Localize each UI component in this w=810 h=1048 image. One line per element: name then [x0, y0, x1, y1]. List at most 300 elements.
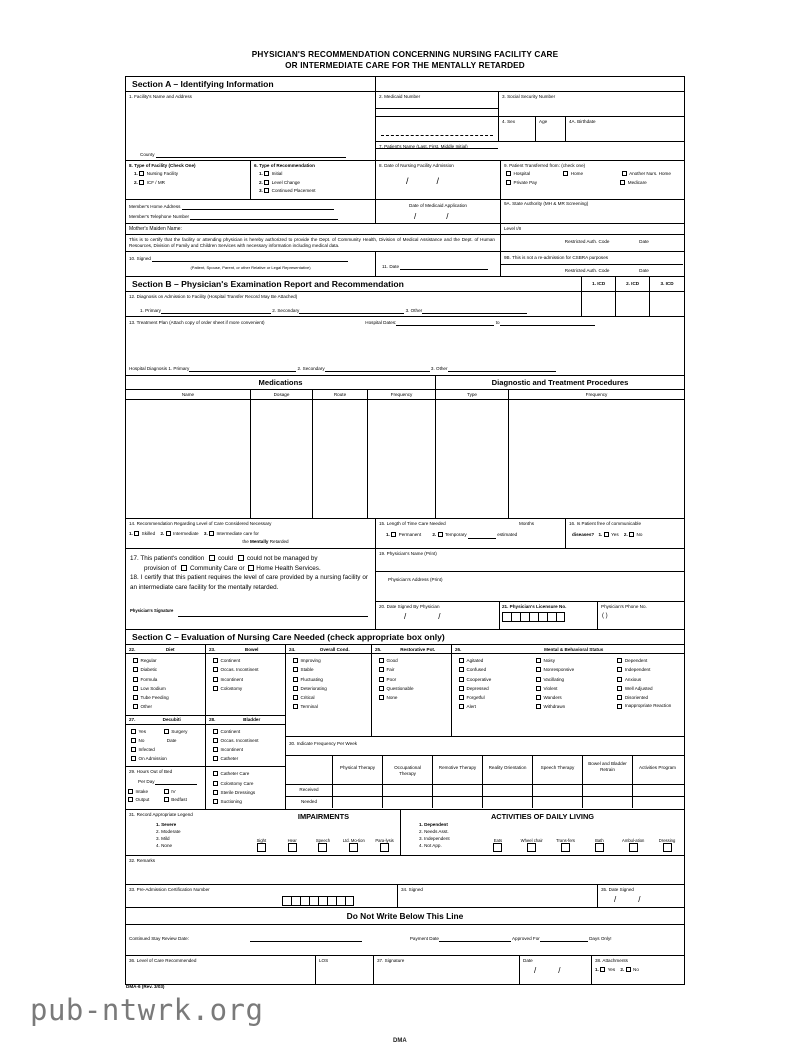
diet-option-formula[interactable]: Formula	[133, 675, 202, 684]
mental-cooperative-checkbox[interactable]	[459, 677, 464, 682]
cond-improving-checkbox[interactable]	[293, 658, 298, 663]
restorative-option-poor[interactable]: Poor	[379, 675, 448, 684]
mental-option-wanders[interactable]: Wanders	[536, 693, 607, 702]
item17-couldnot-label: could not be managed by	[246, 555, 318, 563]
temporary-months-input[interactable]	[468, 532, 496, 539]
med-frequency-field[interactable]	[368, 400, 436, 518]
transfer-another-nurs-home[interactable]	[622, 171, 671, 176]
received-physical-cell[interactable]	[333, 785, 383, 796]
bowel-option-occas-incontinent[interactable]: Occas. Incontinent	[213, 665, 282, 674]
decubiti-no-checkbox[interactable]	[131, 738, 136, 743]
item8-facility-label: 8. Type of Facility (Check One)	[129, 162, 196, 168]
time1-checkbox[interactable]	[391, 532, 396, 537]
signed-row	[126, 252, 684, 276]
dx-primary-label: 1. Primary	[140, 308, 161, 314]
decubiti-option-no[interactable]: No Date	[131, 736, 202, 745]
los-label: LOS	[319, 958, 329, 964]
item28-title: Bladder	[243, 717, 261, 722]
section-c-main-row	[126, 645, 684, 809]
icd3-field[interactable]	[650, 292, 684, 317]
mental-option-vacillating[interactable]: Vacillating	[536, 675, 607, 684]
impairments-legend: 1. Severe 2. Moderate 3. Mild 4. None	[156, 822, 181, 849]
physicians-phone-label: Physician's Phone No.	[601, 604, 647, 610]
mental-option-inappropriate-reaction[interactable]: Inappropriate Reaction	[617, 702, 679, 708]
item26-col2	[529, 654, 610, 714]
physicians-phone-input[interactable]: ( )	[602, 613, 608, 620]
item34-label: 34. Signed	[401, 887, 423, 893]
item35-label: 35. Date Signed	[601, 887, 634, 893]
diet-option-low-sodium[interactable]: Low Sodium	[133, 684, 202, 693]
mental-option-well-adjusted[interactable]: Well Adjusted	[617, 684, 680, 693]
item28-care-options	[206, 767, 285, 809]
item13-label: 13. Treatment Plan (Attach copy of order sheet if more convenient)	[129, 320, 265, 326]
item3-label: 3. Social Security Number	[502, 93, 556, 99]
bowel-continent-checkbox[interactable]	[213, 658, 218, 663]
loc3-checkbox[interactable]	[209, 531, 214, 536]
item26-num: 26.	[455, 646, 462, 652]
dx-other-input[interactable]	[422, 307, 527, 314]
item20-date-input[interactable]: //	[404, 611, 473, 621]
decubiti-yes-checkbox[interactable]	[131, 729, 136, 734]
time2-checkbox[interactable]	[438, 532, 443, 537]
item38-label: 38. Attachments	[595, 958, 628, 964]
item16-no-checkbox[interactable]	[629, 532, 634, 537]
item29-intake-iv-row: Intake IV	[128, 788, 203, 796]
item17-line1	[130, 554, 370, 564]
needed-reality-cell[interactable]	[483, 797, 533, 808]
therapy-header-row	[286, 756, 684, 785]
time2-num: 2.	[432, 531, 437, 537]
hd-other-input[interactable]	[448, 365, 556, 372]
diet-tube-feeding-checkbox[interactable]	[133, 695, 138, 700]
item11-date-input[interactable]	[400, 263, 488, 270]
mental-agitated-checkbox[interactable]	[459, 658, 464, 663]
restorative-poor-checkbox[interactable]	[379, 677, 384, 682]
impairment-hear[interactable]: Hear	[277, 832, 307, 852]
bowel-incontinent-checkbox[interactable]	[213, 677, 218, 682]
transfer-medicare[interactable]	[620, 180, 646, 185]
med-dosage-field[interactable]	[251, 400, 313, 518]
bladder-option-catheter[interactable]: Catheter	[213, 754, 282, 763]
facility-option-1[interactable]	[126, 170, 250, 179]
hd-secondary-input[interactable]	[325, 365, 430, 372]
needed-remotive-cell[interactable]	[433, 797, 483, 808]
diet-low-sodium-checkbox[interactable]	[133, 686, 138, 691]
cond-option-deteriorating[interactable]: Deteriorating	[293, 684, 368, 693]
mental-option-alert[interactable]: Alert	[459, 702, 526, 711]
bowel-occas-incontinent-checkbox[interactable]	[213, 667, 218, 672]
item15-label: 15. Length of Time Care Needed	[379, 521, 446, 527]
rec-opt2-checkbox[interactable]	[264, 180, 269, 185]
mental-anxious-checkbox[interactable]	[617, 677, 622, 682]
section-c-heading: Section C – Evaluation of Nursing Care Needed (check appropriate box only)	[126, 630, 684, 645]
treatment-plan-area[interactable]	[126, 328, 684, 364]
impairment-ltd-motion-box[interactable]	[349, 843, 358, 852]
restricted-auth-code-label-2: Restricted Auth. Code	[564, 268, 610, 274]
item29-label: 29. Hours Out of Bed	[129, 769, 173, 775]
adl-wheelchair-box[interactable]	[527, 843, 536, 852]
mental-option-anxious[interactable]: Anxious	[617, 675, 680, 684]
needed-physical-cell[interactable]	[333, 797, 383, 808]
med-route-field[interactable]	[313, 400, 368, 518]
bowel-option-continent[interactable]: Continent	[213, 656, 282, 665]
adl-eats-box[interactable]	[493, 843, 502, 852]
transfer-home[interactable]	[563, 170, 620, 179]
mental-option-nonresponsive[interactable]: Nonresponsive	[536, 665, 607, 674]
cond-option-fluctuating[interactable]: Fluctuating	[293, 675, 368, 684]
payment-date-label: Payment Date	[409, 936, 439, 942]
item35-date-input[interactable]: //	[614, 894, 663, 904]
impairment-ltd-motion[interactable]: Ltd. Mo-tion	[339, 832, 369, 852]
icd2-field[interactable]	[616, 292, 650, 317]
procedures-header: Diagnostic and Treatment Procedures	[491, 378, 629, 388]
item17-community-care-checkbox[interactable]	[181, 565, 187, 571]
mothers-maiden-label: Mother's Maiden Name:	[129, 225, 182, 232]
impairment-hear-box[interactable]	[288, 843, 297, 852]
item17-home-health-checkbox[interactable]	[248, 565, 254, 571]
colostomy-care-checkbox[interactable]	[213, 781, 218, 786]
mental-inappropriate-reaction-checkbox[interactable]	[617, 704, 622, 709]
needed-occupational-cell[interactable]	[383, 797, 433, 808]
restorative-good-checkbox[interactable]	[379, 658, 384, 663]
bladder-option-incontinent[interactable]: Incontinent	[213, 745, 282, 754]
med-name-field[interactable]	[126, 400, 251, 518]
item16-yes-checkbox[interactable]	[604, 532, 609, 537]
catheter-care-checkbox[interactable]	[213, 771, 218, 776]
cond-option-stable[interactable]: Stable	[293, 665, 368, 674]
bladder-option-occas-incontinent[interactable]: Occas. Incontinent	[213, 736, 282, 745]
diet-option-tube-feeding[interactable]: Tube Feeding	[133, 693, 202, 702]
cond-stable-checkbox[interactable]	[293, 667, 298, 672]
mental-option-forgetful[interactable]: Forgetful	[459, 693, 526, 702]
cond-critical-checkbox[interactable]	[293, 695, 298, 700]
rec-opt2-label: Level Change	[271, 179, 300, 185]
restorative-option-good[interactable]: Good	[379, 656, 448, 665]
mental-forgetful-checkbox[interactable]	[459, 695, 464, 700]
mental-disoriented-checkbox[interactable]	[617, 695, 622, 700]
item29-perday-input[interactable]	[155, 778, 197, 785]
proc-frequency-field[interactable]	[509, 400, 684, 518]
mental-confused-checkbox[interactable]	[459, 667, 464, 672]
mental-depressed-checkbox[interactable]	[459, 686, 464, 691]
diet-other-checkbox[interactable]	[133, 704, 138, 709]
item4-label: 4. Sex	[502, 118, 516, 124]
care-option-sterile-dressings[interactable]: Sterile Dressings	[213, 788, 282, 797]
mothers-maiden-row	[126, 224, 684, 234]
decubiti-on-admission-checkbox[interactable]	[131, 756, 136, 761]
rec-opt1-checkbox[interactable]	[264, 171, 269, 176]
therapy-col-physical: Physical Therapy	[339, 765, 376, 771]
recommendation-option-3[interactable]	[251, 187, 375, 199]
impairment-paralysis[interactable]: Para-lysis	[370, 832, 400, 852]
decubiti-date-label: Date	[166, 737, 177, 743]
county-input[interactable]	[156, 151, 346, 158]
icd1-label: 1. ICD	[592, 280, 606, 286]
hospital-dates-to-input[interactable]	[500, 319, 595, 326]
mental-option-violent[interactable]: Violent	[536, 684, 607, 693]
loc1-checkbox[interactable]	[134, 531, 139, 536]
item24-options	[286, 654, 371, 714]
time1-num: 1.	[386, 531, 390, 537]
received-remotive-cell[interactable]	[433, 785, 483, 796]
suctioning-checkbox[interactable]	[213, 799, 218, 804]
transfer-hospital-checkbox[interactable]	[506, 171, 511, 176]
recommendation-option-2[interactable]	[251, 179, 375, 188]
section-b-header-row	[126, 277, 684, 291]
restorative-questionable-checkbox[interactable]	[379, 686, 384, 691]
received-bowel-bladder-cell[interactable]	[583, 785, 633, 796]
licensure-number-input[interactable]	[500, 612, 597, 622]
mental-option-cooperative[interactable]: Cooperative	[459, 675, 526, 684]
transfer-home-checkbox[interactable]	[563, 171, 568, 176]
cond-fluctuating-checkbox[interactable]	[293, 677, 298, 682]
adl-bath-box[interactable]	[595, 843, 604, 852]
diagnosis-row	[126, 292, 684, 317]
member-home-address-input[interactable]	[182, 203, 334, 210]
mental-independent-checkbox[interactable]	[617, 667, 622, 672]
transfer-private-pay[interactable]	[506, 179, 619, 188]
restorative-none-checkbox[interactable]	[379, 695, 384, 700]
cond-deteriorating-checkbox[interactable]	[293, 686, 298, 691]
rec-opt3-checkbox[interactable]	[264, 188, 269, 193]
cond-terminal-checkbox[interactable]	[293, 704, 298, 709]
impairment-speech-box[interactable]	[318, 843, 327, 852]
impairment-sight[interactable]: Sight	[246, 832, 276, 852]
adl-dressing[interactable]: Dressing	[652, 832, 682, 852]
transfer-home-label: Home	[570, 171, 584, 176]
mental-option-confused[interactable]: Confused	[459, 665, 526, 674]
medicaid-app-date-input[interactable]: //	[414, 212, 479, 222]
facility-type-row	[126, 161, 684, 199]
transfer-another-nurs-home-checkbox[interactable]	[622, 171, 627, 176]
item16-label: 16. Is Patient free of communicable	[569, 521, 642, 527]
physician-certification-row	[126, 549, 684, 629]
bowel-colostomy-checkbox[interactable]	[213, 686, 218, 691]
received-speech-cell[interactable]	[533, 785, 583, 796]
needed-speech-cell[interactable]	[533, 797, 583, 808]
diet-diabetic-checkbox[interactable]	[133, 667, 138, 672]
decubiti-infected-checkbox[interactable]	[131, 747, 136, 752]
do-not-write-banner: Do Not Write Below This Line	[346, 911, 464, 922]
preadmission-row	[126, 885, 684, 907]
loc1-label: Skilled	[141, 530, 156, 536]
hospital-dates-from-input[interactable]	[396, 319, 494, 326]
diet-regular-checkbox[interactable]	[133, 658, 138, 663]
transfer-private-pay-checkbox[interactable]	[506, 180, 511, 185]
item17-couldnot-checkbox[interactable]	[238, 555, 244, 561]
bowel-option-colostomy[interactable]: Colostomy	[213, 684, 282, 693]
member-info-row	[126, 200, 684, 223]
icd1-field[interactable]	[582, 292, 616, 317]
restorative-option-none[interactable]: None	[379, 693, 448, 702]
approved-for-label: Approved For	[511, 936, 540, 942]
bedfast-checkbox[interactable]	[164, 797, 169, 802]
received-activities-cell[interactable]	[633, 785, 682, 796]
impairments-header: IMPAIRMENTS	[297, 812, 350, 822]
mental-option-disoriented[interactable]: Disoriented	[617, 693, 680, 702]
payment-date-input[interactable]	[439, 935, 511, 942]
transfer-medicare-checkbox[interactable]	[620, 180, 625, 185]
title-line-2: OR INTERMEDIATE CARE FOR THE MENTALLY RETARDED	[285, 60, 525, 70]
medicaid-number-input[interactable]	[381, 123, 493, 141]
care-option-colostomy-care[interactable]: Colostomy Care	[213, 779, 282, 788]
admission-date-input[interactable]: //	[406, 176, 468, 186]
impairment-sight-box[interactable]	[257, 843, 266, 852]
item8-admission-label: 8. Date of Nursing Facility Admission	[379, 162, 454, 168]
attachments-no-checkbox[interactable]	[626, 967, 631, 972]
restorative-option-fair[interactable]: Fair	[379, 665, 448, 674]
adl-dressing-box[interactable]	[663, 843, 672, 852]
certification-text: This is to certify that the facility or attending physician is hereby authorized to provide the Dept. of Community Health, Division of Medical Assistance and the Dept. of Human Resources, Division of Family and Children Services with necessary information including medical data.	[129, 236, 495, 248]
mental-dependent-checkbox[interactable]	[617, 658, 622, 663]
adl-bath[interactable]: Bath	[584, 832, 614, 852]
item29-output-bedfast-row: Output Bedfast	[128, 796, 203, 804]
attachments-yes-checkbox[interactable]	[600, 967, 605, 972]
mental-violent-checkbox[interactable]	[536, 686, 541, 691]
preadmission-cert-input[interactable]	[126, 896, 397, 906]
bladder-option-continent[interactable]: Continent	[213, 727, 282, 736]
needed-bowel-bladder-cell[interactable]	[583, 797, 633, 808]
rec-opt1-num: 1.	[259, 171, 263, 176]
mental-wanders-checkbox[interactable]	[536, 695, 541, 700]
hd-primary-input[interactable]	[189, 365, 296, 372]
watermark: pub-ntwrk.org	[30, 993, 264, 1027]
restorative-option-questionable[interactable]: Questionable	[379, 684, 448, 693]
mental-option-dependent[interactable]: Dependent	[617, 656, 680, 665]
item4a-label: 4A. Birthdate	[569, 118, 596, 124]
therapy-row-received: Received	[299, 787, 319, 793]
received-reality-cell[interactable]	[483, 785, 533, 796]
intake-checkbox[interactable]	[128, 789, 133, 794]
iv-checkbox[interactable]	[164, 789, 169, 794]
needed-activities-cell[interactable]	[633, 797, 682, 808]
member-telephone-input[interactable]	[190, 213, 338, 220]
facility-option-2[interactable]	[126, 179, 250, 191]
item17-hhs-label: Home Health Services.	[256, 564, 321, 572]
item36-label: 36. Level of Care Recommended	[129, 958, 197, 964]
certification-row	[126, 235, 684, 251]
impairment-paralysis-box[interactable]	[380, 843, 389, 852]
item10-sub-label: (Patient, Spouse, Parent, or other Relative or Legal Representative)	[190, 265, 311, 271]
mental-withdrawn-checkbox[interactable]	[536, 704, 541, 709]
diet-option-other[interactable]: Other	[133, 702, 202, 711]
item17-could-checkbox[interactable]	[209, 555, 215, 561]
adl-ambulation[interactable]: Ambul-ation	[618, 832, 648, 852]
transfer-hospital[interactable]	[506, 170, 562, 179]
continued-stay-label: Continued Stay Review Date:	[129, 936, 190, 942]
decubiti-surgery-checkbox[interactable]	[164, 729, 169, 734]
restricted-auth-code-label-1: Restricted Auth. Code	[564, 238, 610, 244]
final-row	[126, 956, 684, 984]
item9-label: 9. Patient Transferred from: (check one)	[504, 162, 586, 168]
cond-option-terminal[interactable]: Terminal	[293, 702, 368, 711]
diet-option-diabetic[interactable]: Diabetic	[133, 665, 202, 674]
therapy-col-speech: Speech Therapy	[540, 765, 575, 771]
diet-formula-checkbox[interactable]	[133, 677, 138, 682]
bladder-catheter-checkbox[interactable]	[213, 756, 218, 761]
continued-stay-input[interactable]	[250, 935, 362, 942]
care-option-catheter-care[interactable]: Catheter Care	[213, 769, 282, 778]
proc-type-field[interactable]	[436, 400, 509, 518]
mental-alert-checkbox[interactable]	[459, 704, 464, 709]
adl-transfers[interactable]: Trans-fers	[551, 832, 581, 852]
received-occupational-cell[interactable]	[383, 785, 433, 796]
adl-ambulation-box[interactable]	[629, 843, 638, 852]
approved-for-input[interactable]	[540, 935, 588, 942]
bladder-continent-checkbox[interactable]	[213, 729, 218, 734]
mental-option-withdrawn[interactable]: Withdrawn	[536, 702, 607, 711]
diet-option-regular[interactable]: Regular	[133, 656, 202, 665]
loc2-checkbox[interactable]	[166, 531, 171, 536]
care-option-suctioning[interactable]: Suctioning	[213, 797, 282, 806]
item32-remarks[interactable]	[126, 856, 684, 884]
mental-noisy-checkbox[interactable]	[536, 658, 541, 663]
decubiti-option-on-admission[interactable]: On Admission	[131, 754, 202, 763]
facility-opt2-checkbox[interactable]	[139, 180, 144, 185]
item26-col1	[452, 654, 529, 714]
item26-col3	[610, 654, 683, 714]
mental-well-adjusted-checkbox[interactable]	[617, 686, 622, 691]
impairment-speech[interactable]: Speech	[308, 832, 338, 852]
date-medicaid-app-label: Date of Medicaid Application	[409, 202, 467, 208]
mental-option-agitated[interactable]: Agitated	[459, 656, 526, 665]
therapy-col-activities: Activities Program	[638, 765, 676, 771]
physicians-signature-input[interactable]	[178, 610, 368, 617]
item24-title: Overall Cond.	[319, 646, 350, 652]
item16-b-label: diseases?	[572, 531, 595, 537]
dx-secondary-input[interactable]	[299, 307, 404, 314]
dx-primary-input[interactable]	[161, 307, 271, 314]
final-date-input[interactable]: //	[534, 965, 583, 975]
cond-option-improving[interactable]: Improving	[293, 656, 368, 665]
decubiti-option-yes[interactable]: Yes Surgery	[131, 727, 202, 736]
item27-num: 27.	[129, 717, 136, 722]
mental-option-independent[interactable]: Independent	[617, 665, 680, 674]
recommendation-option-1[interactable]	[251, 170, 375, 179]
level-label: Level I/II	[504, 225, 522, 231]
cond-option-critical[interactable]: Critical	[293, 693, 368, 702]
decubiti-surgery-label: Surgery	[171, 728, 188, 734]
mental-option-noisy[interactable]: Noisy	[536, 656, 607, 665]
item9b-label: 9B. This is not a re-admission for CSBRA purposes	[501, 252, 683, 265]
item25-num: 25.	[375, 646, 382, 652]
adl-wheelchair[interactable]: Wheel chair	[517, 832, 547, 852]
item9a-label: 9A. State Authority (MH & MR Screening)	[504, 201, 589, 207]
facility-opt2-num: 2.	[134, 179, 138, 185]
med-col-route: Route	[333, 391, 347, 397]
item29-perday-label: Per Day	[138, 779, 155, 785]
adl-eats[interactable]: Eats	[483, 832, 513, 852]
mental-option-depressed[interactable]: Depressed	[459, 684, 526, 693]
decubiti-option-infected[interactable]: Infected	[131, 745, 202, 754]
sterile-dressings-checkbox[interactable]	[213, 790, 218, 795]
facility-opt1-checkbox[interactable]	[139, 171, 144, 176]
continued-stay-row	[126, 925, 684, 955]
bladder-occas-incontinent-checkbox[interactable]	[213, 738, 218, 743]
transfer-hospital-label: Hospital	[513, 171, 531, 176]
mental-vacillating-checkbox[interactable]	[536, 677, 541, 682]
therapy-col-reality: Reality Orientation	[488, 765, 527, 771]
bladder-incontinent-checkbox[interactable]	[213, 747, 218, 752]
bowel-option-incontinent[interactable]: Incontinent	[213, 675, 282, 684]
output-checkbox[interactable]	[128, 797, 133, 802]
restorative-fair-checkbox[interactable]	[379, 667, 384, 672]
mental-nonresponsive-checkbox[interactable]	[536, 667, 541, 672]
item31-label: 31. Record Appropriate Legend	[129, 811, 193, 817]
adl-transfers-box[interactable]	[561, 843, 570, 852]
item10-signature-input[interactable]	[152, 255, 348, 262]
item37-label: 37. Signature	[377, 958, 405, 964]
